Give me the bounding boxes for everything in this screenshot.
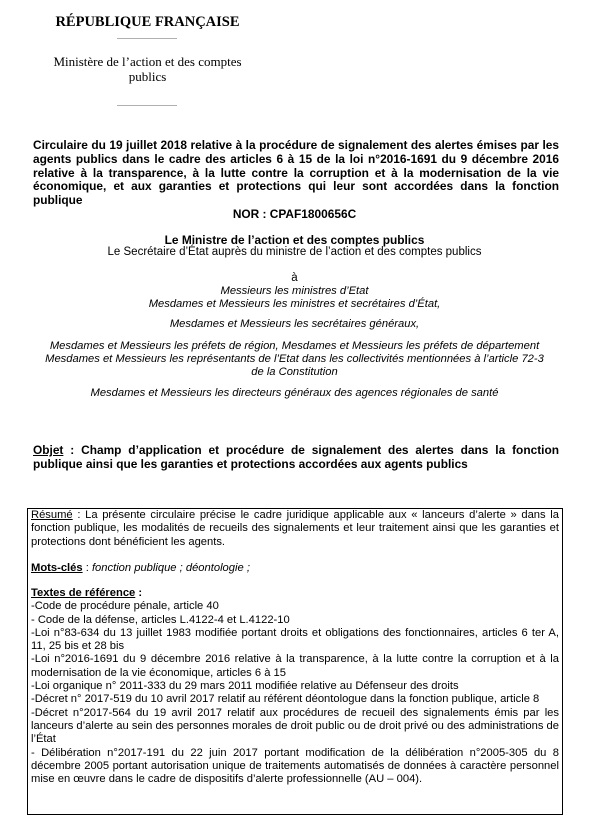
ministry-name-line2: publics bbox=[128, 69, 167, 84]
summary-paragraph bbox=[31, 509, 559, 549]
keywords-label: Mots-clés bbox=[31, 562, 83, 574]
ministry-name-line1: Ministère de l’action et des comptes bbox=[53, 54, 242, 69]
minister-signatory: Le Ministre de l’action et des comptes publics bbox=[164, 233, 425, 247]
subject-paragraph bbox=[33, 444, 559, 472]
header-divider-top bbox=[117, 38, 177, 39]
reference-item: - Délibération n°2017-191 du 22 juin 2017 portant modification de la délibération n°2005-305 du 8 décembre 2005 portant autorisation unique de traitements automatisés de données à caractère personnel mise en œuvre dans le cadre de dispositifs d’alerte professionnelle (AU – 004). bbox=[31, 746, 559, 786]
recipient-line: de la Constitution bbox=[251, 366, 338, 378]
recipients-to: à bbox=[291, 272, 298, 284]
recipient-line: Mesdames et Messieurs les préfets de région, Mesdames et Messieurs les préfets de département bbox=[49, 340, 540, 352]
nor-reference: NOR : CPAF1800656C bbox=[232, 207, 357, 221]
recipient-line: Messieurs les ministres d’Etat bbox=[220, 285, 369, 297]
reference-item: -Loi n°83-634 du 13 juillet 1983 modifiée portant droits et obligations des fonctionnaires, articles 6 ter A, 11, 25 bis et 28 bis bbox=[31, 626, 559, 653]
secretary-signatory: Le Secrétaire d’État auprès du ministre de l’action et des comptes publics bbox=[107, 246, 482, 258]
reference-item: - Code de la défense, articles L.4122-4 et L.4122-10 bbox=[31, 613, 290, 626]
recipient-line: Mesdames et Messieurs les directeurs généraux des agences régionales de santé bbox=[90, 387, 499, 399]
references-separator: : bbox=[135, 587, 143, 599]
circular-title: Circulaire du 19 juillet 2018 relative à la procédure de signalement des alertes émises par les agents publics dans le cadre des articles 6 à 15 de la loi n°2016-1691 du 9 décembre 2016 relative à la transparence, à la lutte contre la corruption et à la modernisation de la vie économique, et aux garanties et protections qui leur sont accordées dans la fonction publique bbox=[33, 138, 559, 208]
subject-label: Objet bbox=[33, 443, 64, 457]
recipient-line: Mesdames et Messieurs les ministres et secrétaires d’État, bbox=[148, 298, 441, 310]
summary-text: : La présente circulaire précise le cadre juridique applicable aux « lanceurs d’alerte » dans la fonction publique, les modalités de recueils des signalements et leur traitement ainsi que les garanties et protections dont bénéficient les agents. bbox=[31, 509, 559, 548]
reference-item: -Décret n°2017-564 du 19 avril 2017 relatif aux procédures de recueil des signalements émis par les lanceurs d’alerte au sein des personnes morales de droit public ou de droit privé ou des administrations de l’État bbox=[31, 706, 559, 746]
keywords-paragraph bbox=[31, 562, 559, 575]
recipient-line: Mesdames et Messieurs les secrétaires généraux, bbox=[169, 318, 420, 330]
summary-label: Résumé bbox=[31, 509, 73, 521]
keywords-separator: : bbox=[82, 562, 92, 574]
recipient-line: Mesdames et Messieurs les représentants de l’Etat dans les collectivités mentionnées à l’article 72-3 bbox=[45, 353, 544, 365]
republic-heading: RÉPUBLIQUE FRANÇAISE bbox=[55, 14, 240, 30]
ministry-name bbox=[30, 54, 265, 84]
references-label: Textes de référence bbox=[31, 587, 136, 599]
reference-item: -Loi organique n° 2011-333 du 29 mars 2011 modifiée relative au Défenseur des droits bbox=[31, 680, 459, 693]
reference-item: -Code de procédure pénale, article 40 bbox=[31, 600, 219, 613]
keywords-text: fonction publique ; déontologie ; bbox=[91, 562, 250, 574]
subject-text: : Champ d’application et procédure de signalement des alertes dans la fonction publique ainsi que les garanties et protections accordées aux agents publics bbox=[33, 443, 559, 471]
reference-item: -Loi n°2016-1691 du 9 décembre 2016 relative à la transparence, à la lutte contre la corruption et à la modernisation de la vie économique, articles 6 à 15 bbox=[31, 653, 559, 679]
references-section bbox=[31, 587, 559, 786]
header-divider-bottom bbox=[117, 105, 177, 106]
reference-item: -Décret n° 2017-519 du 10 avril 2017 relatif au référent déontologue dans la fonction publique, article 8 bbox=[31, 693, 540, 706]
